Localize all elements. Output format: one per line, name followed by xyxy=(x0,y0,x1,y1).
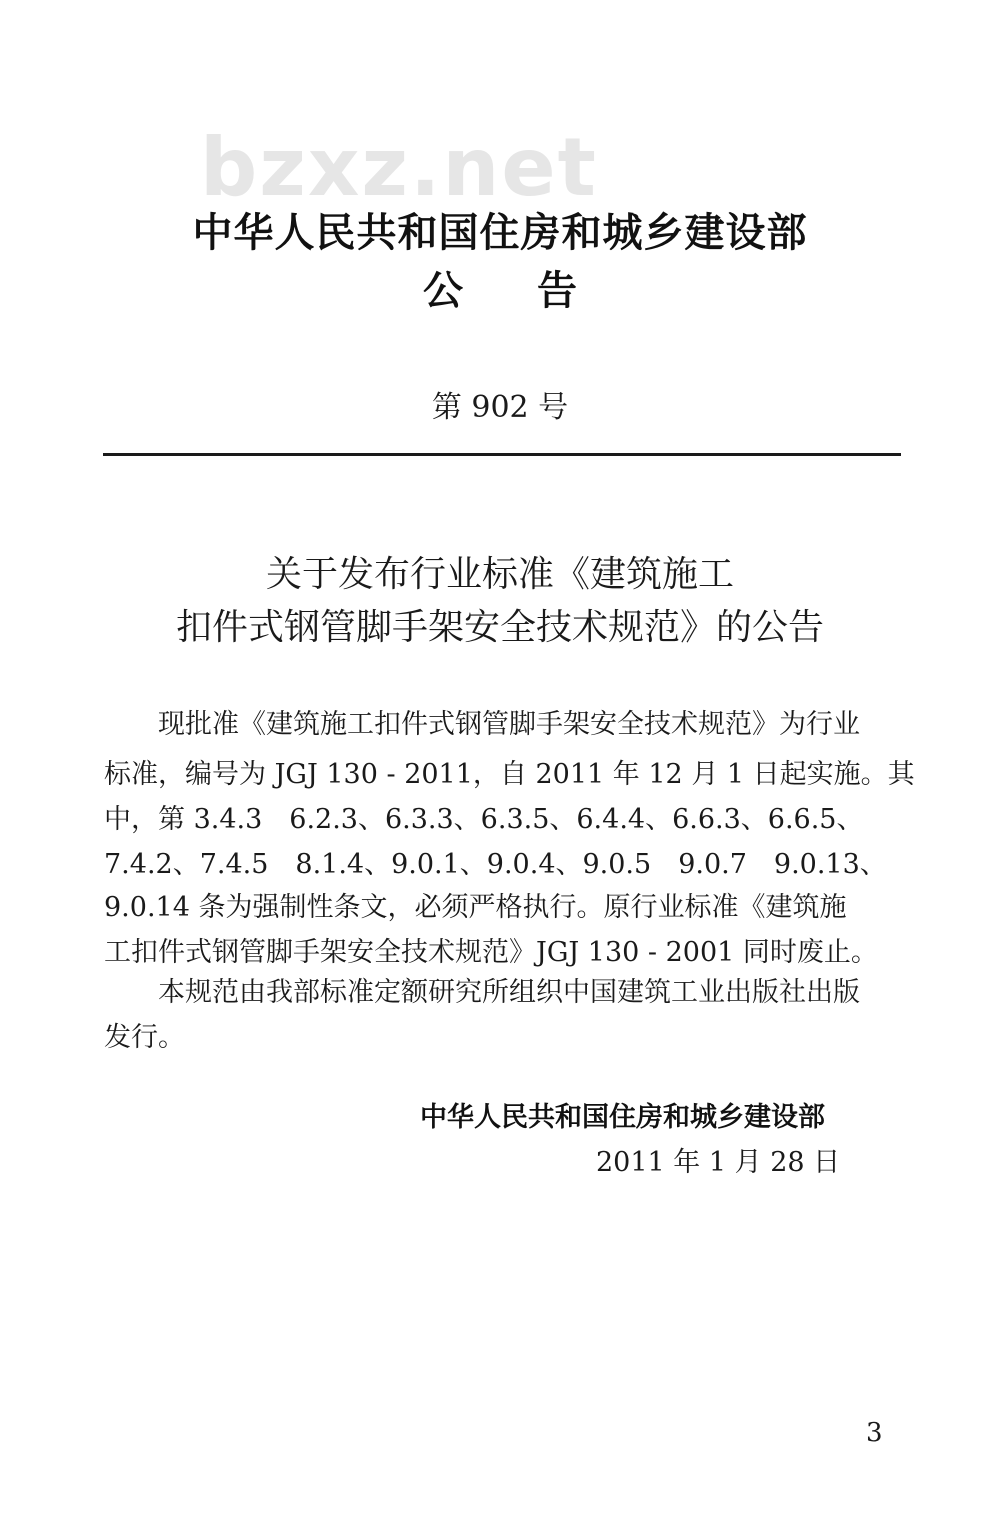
body-line: 本规范由我部标准定额研究所组织中国建筑工业出版社出版 xyxy=(104,977,860,1008)
headline-line-2: 扣件式钢管脚手架安全技术规范》的公告 xyxy=(175,607,824,648)
page-number: 3 xyxy=(866,1418,883,1448)
header-divider xyxy=(103,453,901,456)
body-line: 9.0.14 条为强制性条文，必须严格执行。原行业标准《建筑施 xyxy=(104,892,847,923)
headline-line-1: 关于发布行业标准《建筑施工 xyxy=(265,554,734,595)
body-line: 标准，编号为 JGJ 130 - 2011，自 2011 年 12 月 1 日起实施。其 xyxy=(104,759,915,790)
watermark: bzxz.net xyxy=(200,121,598,214)
signing-date: 2011 年 1 月 28 日 xyxy=(596,1147,841,1178)
body-line: 发行。 xyxy=(104,1022,185,1053)
issuer-title: 中华人民共和国住房和城乡建设部 xyxy=(192,210,808,256)
body-line: 现批准《建筑施工扣件式钢管脚手架安全技术规范》为行业 xyxy=(104,709,860,740)
body-line: 工扣件式钢管脚手架安全技术规范》JGJ 130 - 2001 同时废止。 xyxy=(104,937,878,968)
notice-word: 公告 xyxy=(423,268,651,314)
body-line: 7.4.2、7.4.5 8.1.4、9.0.1、9.0.4、9.0.5 9.0.7 9.0.13、 xyxy=(104,849,887,880)
body-line: 中，第 3.4.3 6.2.3、6.3.3、6.3.5、6.4.4、6.6.3、6.6.5、 xyxy=(104,804,864,835)
signing-authority: 中华人民共和国住房和城乡建设部 xyxy=(420,1102,825,1133)
document-number: 第 902 号 xyxy=(431,390,569,425)
